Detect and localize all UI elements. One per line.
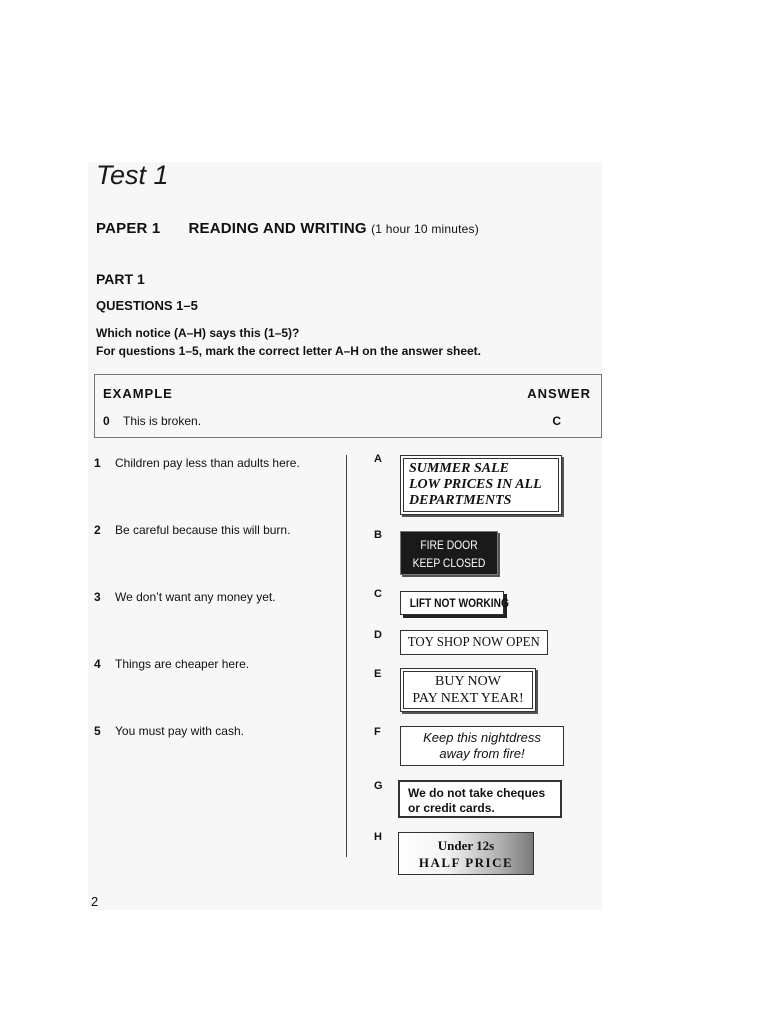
notice-letter-f: F [374, 726, 381, 738]
question-number: 1 [94, 456, 101, 470]
notice-e-line: BUY NOW [435, 674, 501, 689]
test-title: Test 1 [96, 160, 169, 190]
notice-f [400, 726, 564, 766]
paper-heading [96, 220, 479, 237]
page-number: 2 [91, 894, 99, 909]
notice-a [400, 455, 562, 515]
example-text: This is broken. [123, 414, 202, 428]
question-item [94, 590, 276, 604]
notice-e-line: PAY NEXT YEAR! [412, 691, 524, 706]
notice-g-line: or credit cards. [408, 801, 495, 815]
notice-f-line: Keep this nightdress [423, 730, 541, 745]
example-answer: C [552, 414, 561, 428]
notice-d-line: TOY SHOP NOW OPEN [407, 635, 541, 650]
question-number: 3 [94, 590, 101, 604]
question-number: 5 [94, 724, 101, 738]
notice-a-line: LOW PRICES IN ALL [409, 477, 542, 492]
part-title: PART 1 [96, 271, 145, 287]
notice-b-line: FIRE DOOR [420, 538, 478, 552]
notice-letter-d: D [374, 629, 382, 641]
notice-h [398, 832, 534, 875]
paper-title: READING AND WRITING [188, 220, 367, 237]
notice-b [400, 531, 498, 575]
instruction-line-2: For questions 1–5, mark the correct letter A–H on the answer sheet. [96, 344, 482, 358]
question-text: Things are cheaper here. [115, 657, 250, 671]
example-heading: EXAMPLE [103, 386, 173, 401]
notice-letter-h: H [374, 831, 382, 843]
example-number: 0 [103, 414, 110, 428]
instruction-line-1: Which notice (A–H) says this (1–5)? [96, 326, 300, 340]
notice-letter-a: A [374, 453, 382, 465]
notice-letter-b: B [374, 529, 382, 541]
notice-letter-g: G [374, 780, 383, 792]
notice-c [400, 591, 509, 615]
notice-g-line: We do not take cheques [408, 786, 546, 800]
notice-b-line: KEEP CLOSED [412, 556, 486, 570]
question-text: Children pay less than adults here. [115, 456, 300, 470]
example-box [94, 374, 602, 438]
question-text: You must pay with cash. [115, 724, 244, 738]
question-number: 2 [94, 523, 101, 537]
notice-d [400, 630, 548, 655]
question-item [94, 657, 249, 671]
question-item [94, 523, 290, 537]
question-item [94, 724, 244, 738]
notice-e [400, 668, 536, 712]
question-text: Be careful because this will burn. [115, 523, 291, 537]
questions-title: QUESTIONS 1–5 [96, 298, 198, 313]
notice-letter-e: E [374, 668, 382, 680]
notice-f-line: away from fire! [439, 746, 525, 761]
paper-duration: (1 hour 10 minutes) [371, 222, 479, 236]
column-divider [346, 455, 347, 857]
notice-c-line: LIFT NOT WORKING [409, 596, 509, 610]
notice-h-line: Under 12s [437, 838, 495, 853]
notice-h-line: HALF PRICE [418, 855, 514, 870]
notice-a-line: DEPARTMENTS [409, 493, 512, 508]
notice-letter-c: C [374, 588, 382, 600]
question-number: 4 [94, 657, 101, 671]
notice-g [398, 780, 562, 818]
answer-heading: ANSWER [527, 386, 591, 401]
paper-label: PAPER 1 [96, 220, 161, 237]
question-item [94, 456, 300, 470]
notice-a-line: SUMMER SALE [409, 461, 509, 476]
question-text: We don’t want any money yet. [115, 590, 276, 604]
example-row [103, 414, 201, 428]
